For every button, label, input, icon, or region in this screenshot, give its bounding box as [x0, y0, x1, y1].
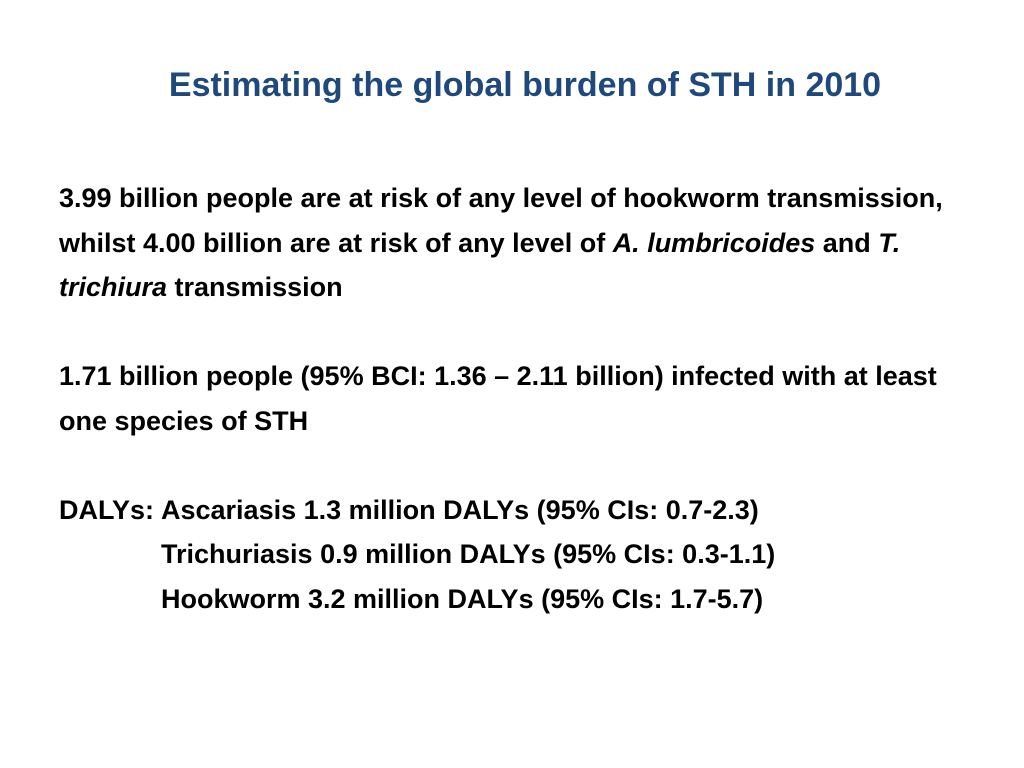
paragraph-gap	[59, 310, 989, 355]
risk-paragraph	[59, 176, 989, 310]
dalys-list	[161, 488, 775, 622]
risk-text-part1: 3.99 billion people are at risk of any level of hookworm transmission, whilst 4.00 billion are at risk of any level of	[59, 183, 943, 258]
infected-paragraph: 1.71 billion people (95% BCI: 1.36 – 2.11 billion) infected with at least one species of STH	[59, 361, 937, 436]
risk-text-part3: transmission	[167, 272, 343, 302]
species-a-lumbricoides: A. lumbricoides	[612, 227, 816, 258]
slide-body	[59, 176, 989, 621]
species-t-trichiura: T. trichiura	[59, 227, 901, 302]
dalys-label: DALYs:	[59, 494, 155, 525]
risk-text-part2: and	[815, 227, 879, 258]
slide-title: Estimating the global burden of STH in 2010	[168, 66, 882, 104]
dalys-item-hookworm: Hookworm 3.2 million DALYs (95% CIs: 1.7-5.7)	[161, 583, 764, 614]
paragraph-gap	[59, 443, 989, 488]
dalys-item-ascariasis: Ascariasis 1.3 million DALYs (95% CIs: 0.7-2.3)	[161, 494, 759, 525]
dalys-section	[59, 488, 989, 622]
dalys-item-trichuriasis: Trichuriasis 0.9 million DALYs (95% CIs: 0.3-1.1)	[161, 539, 776, 569]
